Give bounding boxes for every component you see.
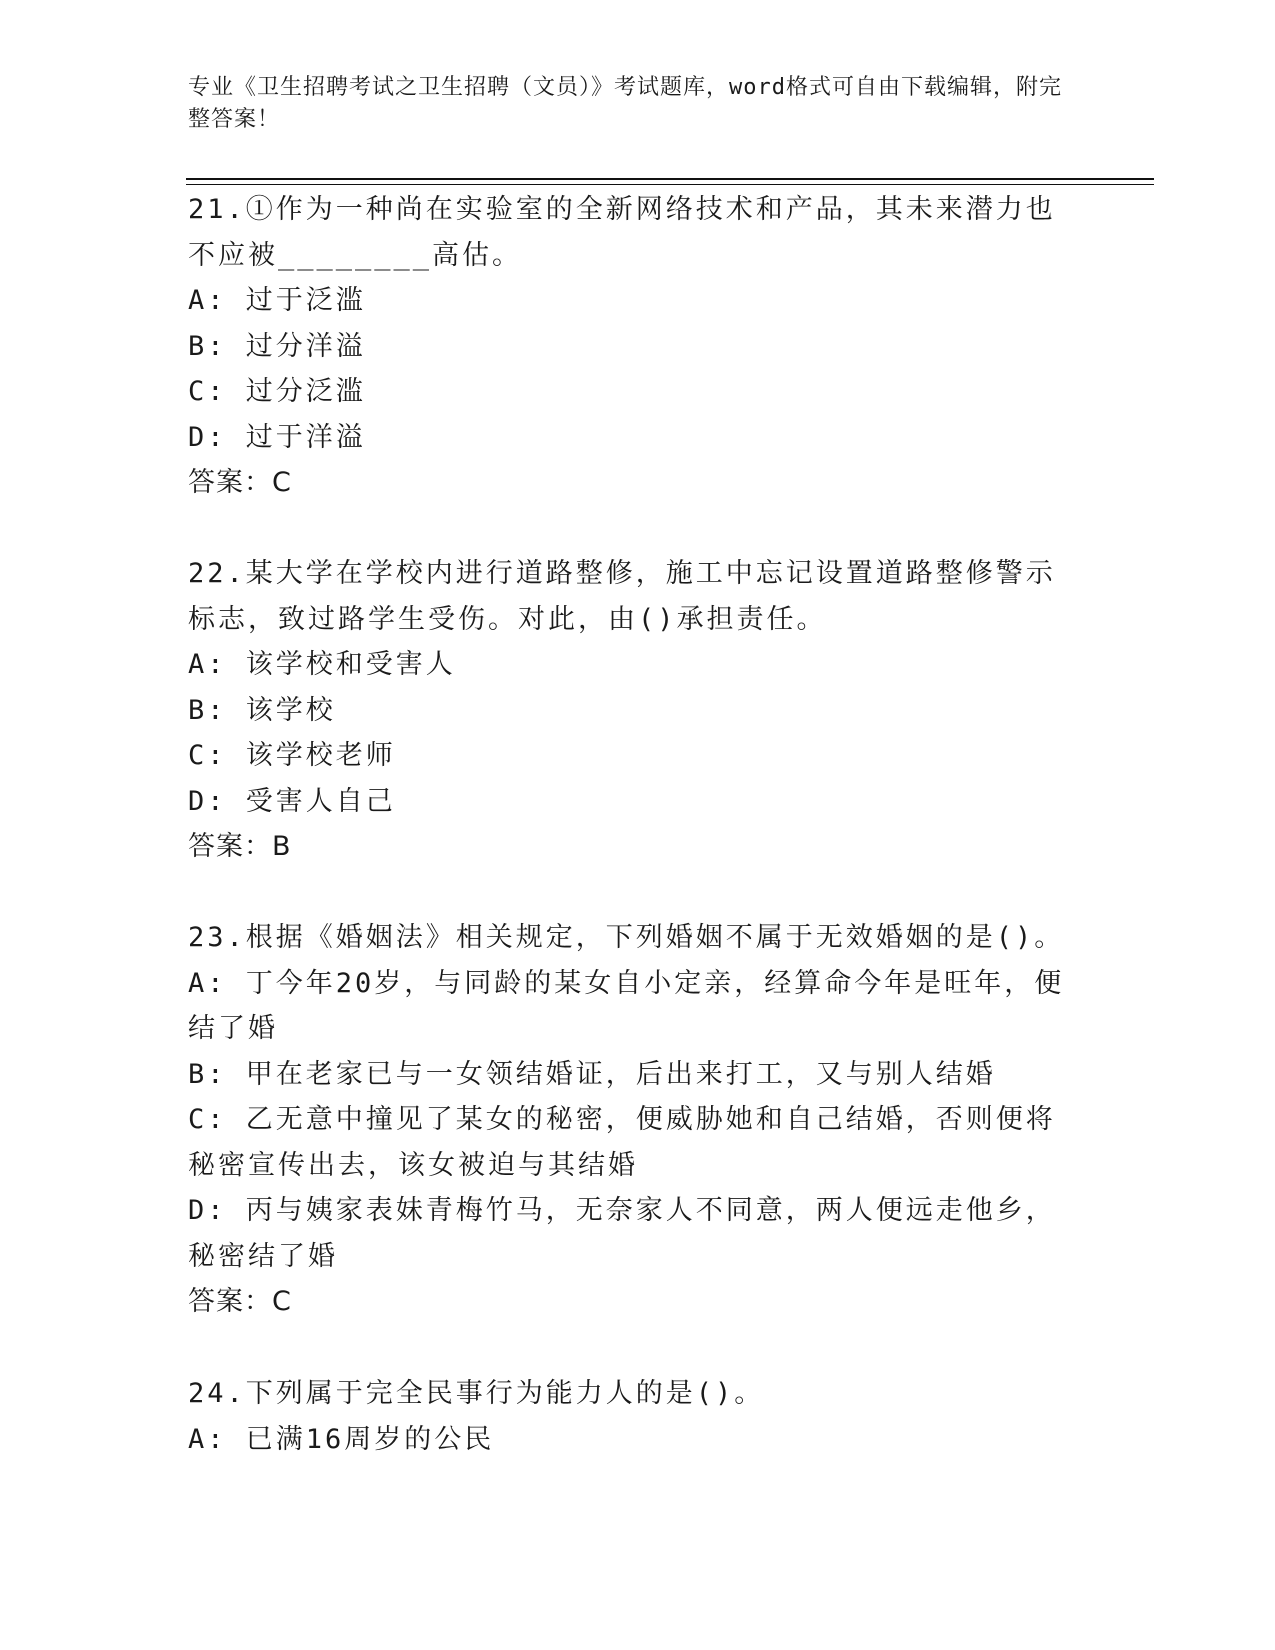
question-22 — [188, 551, 1078, 870]
question-stem: 24.下列属于完全民事行为能力人的是()。 — [188, 1378, 765, 1409]
document-header: 专业《卫生招聘考试之卫生招聘（文员）》考试题库，word格式可自由下载编辑，附完整答案！ — [188, 75, 1062, 132]
question-21 — [188, 187, 1078, 506]
option-a: A: 该学校和受害人 — [188, 649, 456, 680]
option-d: D: 丙与姨家表妹青梅竹马，无奈家人不同意，两人便远走他乡，秘密结了婚 — [188, 1195, 1056, 1272]
option-c: C: 乙无意中撞见了某女的秘密，便威胁她和自己结婚，否则便将秘密宣传出去，该女被迫与其结婚 — [188, 1104, 1056, 1181]
answer: 答案：B — [188, 831, 292, 862]
question-stem: 23.根据《婚姻法》相关规定，下列婚姻不属于无效婚姻的是()。 — [188, 922, 1065, 953]
option-b: B: 过分洋溢 — [188, 330, 366, 362]
option-a: A: 过于泛滥 — [188, 285, 366, 316]
question-24 — [188, 1371, 1078, 1462]
header-divider-thin — [186, 184, 1154, 185]
option-b: B: 甲在老家已与一女领结婚证，后出来打工，又与别人结婚 — [188, 1058, 996, 1090]
option-b: B: 该学校 — [188, 694, 336, 726]
answer: 答案：C — [188, 467, 292, 498]
header-divider — [186, 178, 1154, 180]
question-stem: 21.①作为一种尚在实验室的全新网络技术和产品，其未来潜力也不应被________高估。 — [188, 194, 1056, 271]
option-d: D: 过于洋溢 — [188, 421, 366, 453]
answer: 答案：C — [188, 1286, 292, 1317]
option-c: C: 该学校老师 — [188, 740, 396, 771]
option-a: A: 已满16周岁的公民 — [188, 1423, 495, 1455]
question-23 — [188, 915, 1078, 1325]
option-d: D: 受害人自己 — [188, 785, 396, 817]
option-c: C: 过分泛滥 — [188, 376, 366, 407]
option-a: A: 丁今年20岁，与同龄的某女自小定亲，经算命今年是旺年，便结了婚 — [188, 967, 1065, 1044]
question-stem: 22.某大学在学校内进行道路整修，施工中忘记设置道路整修警示标志，致过路学生受伤。对此，由()承担责任。 — [188, 558, 1056, 635]
